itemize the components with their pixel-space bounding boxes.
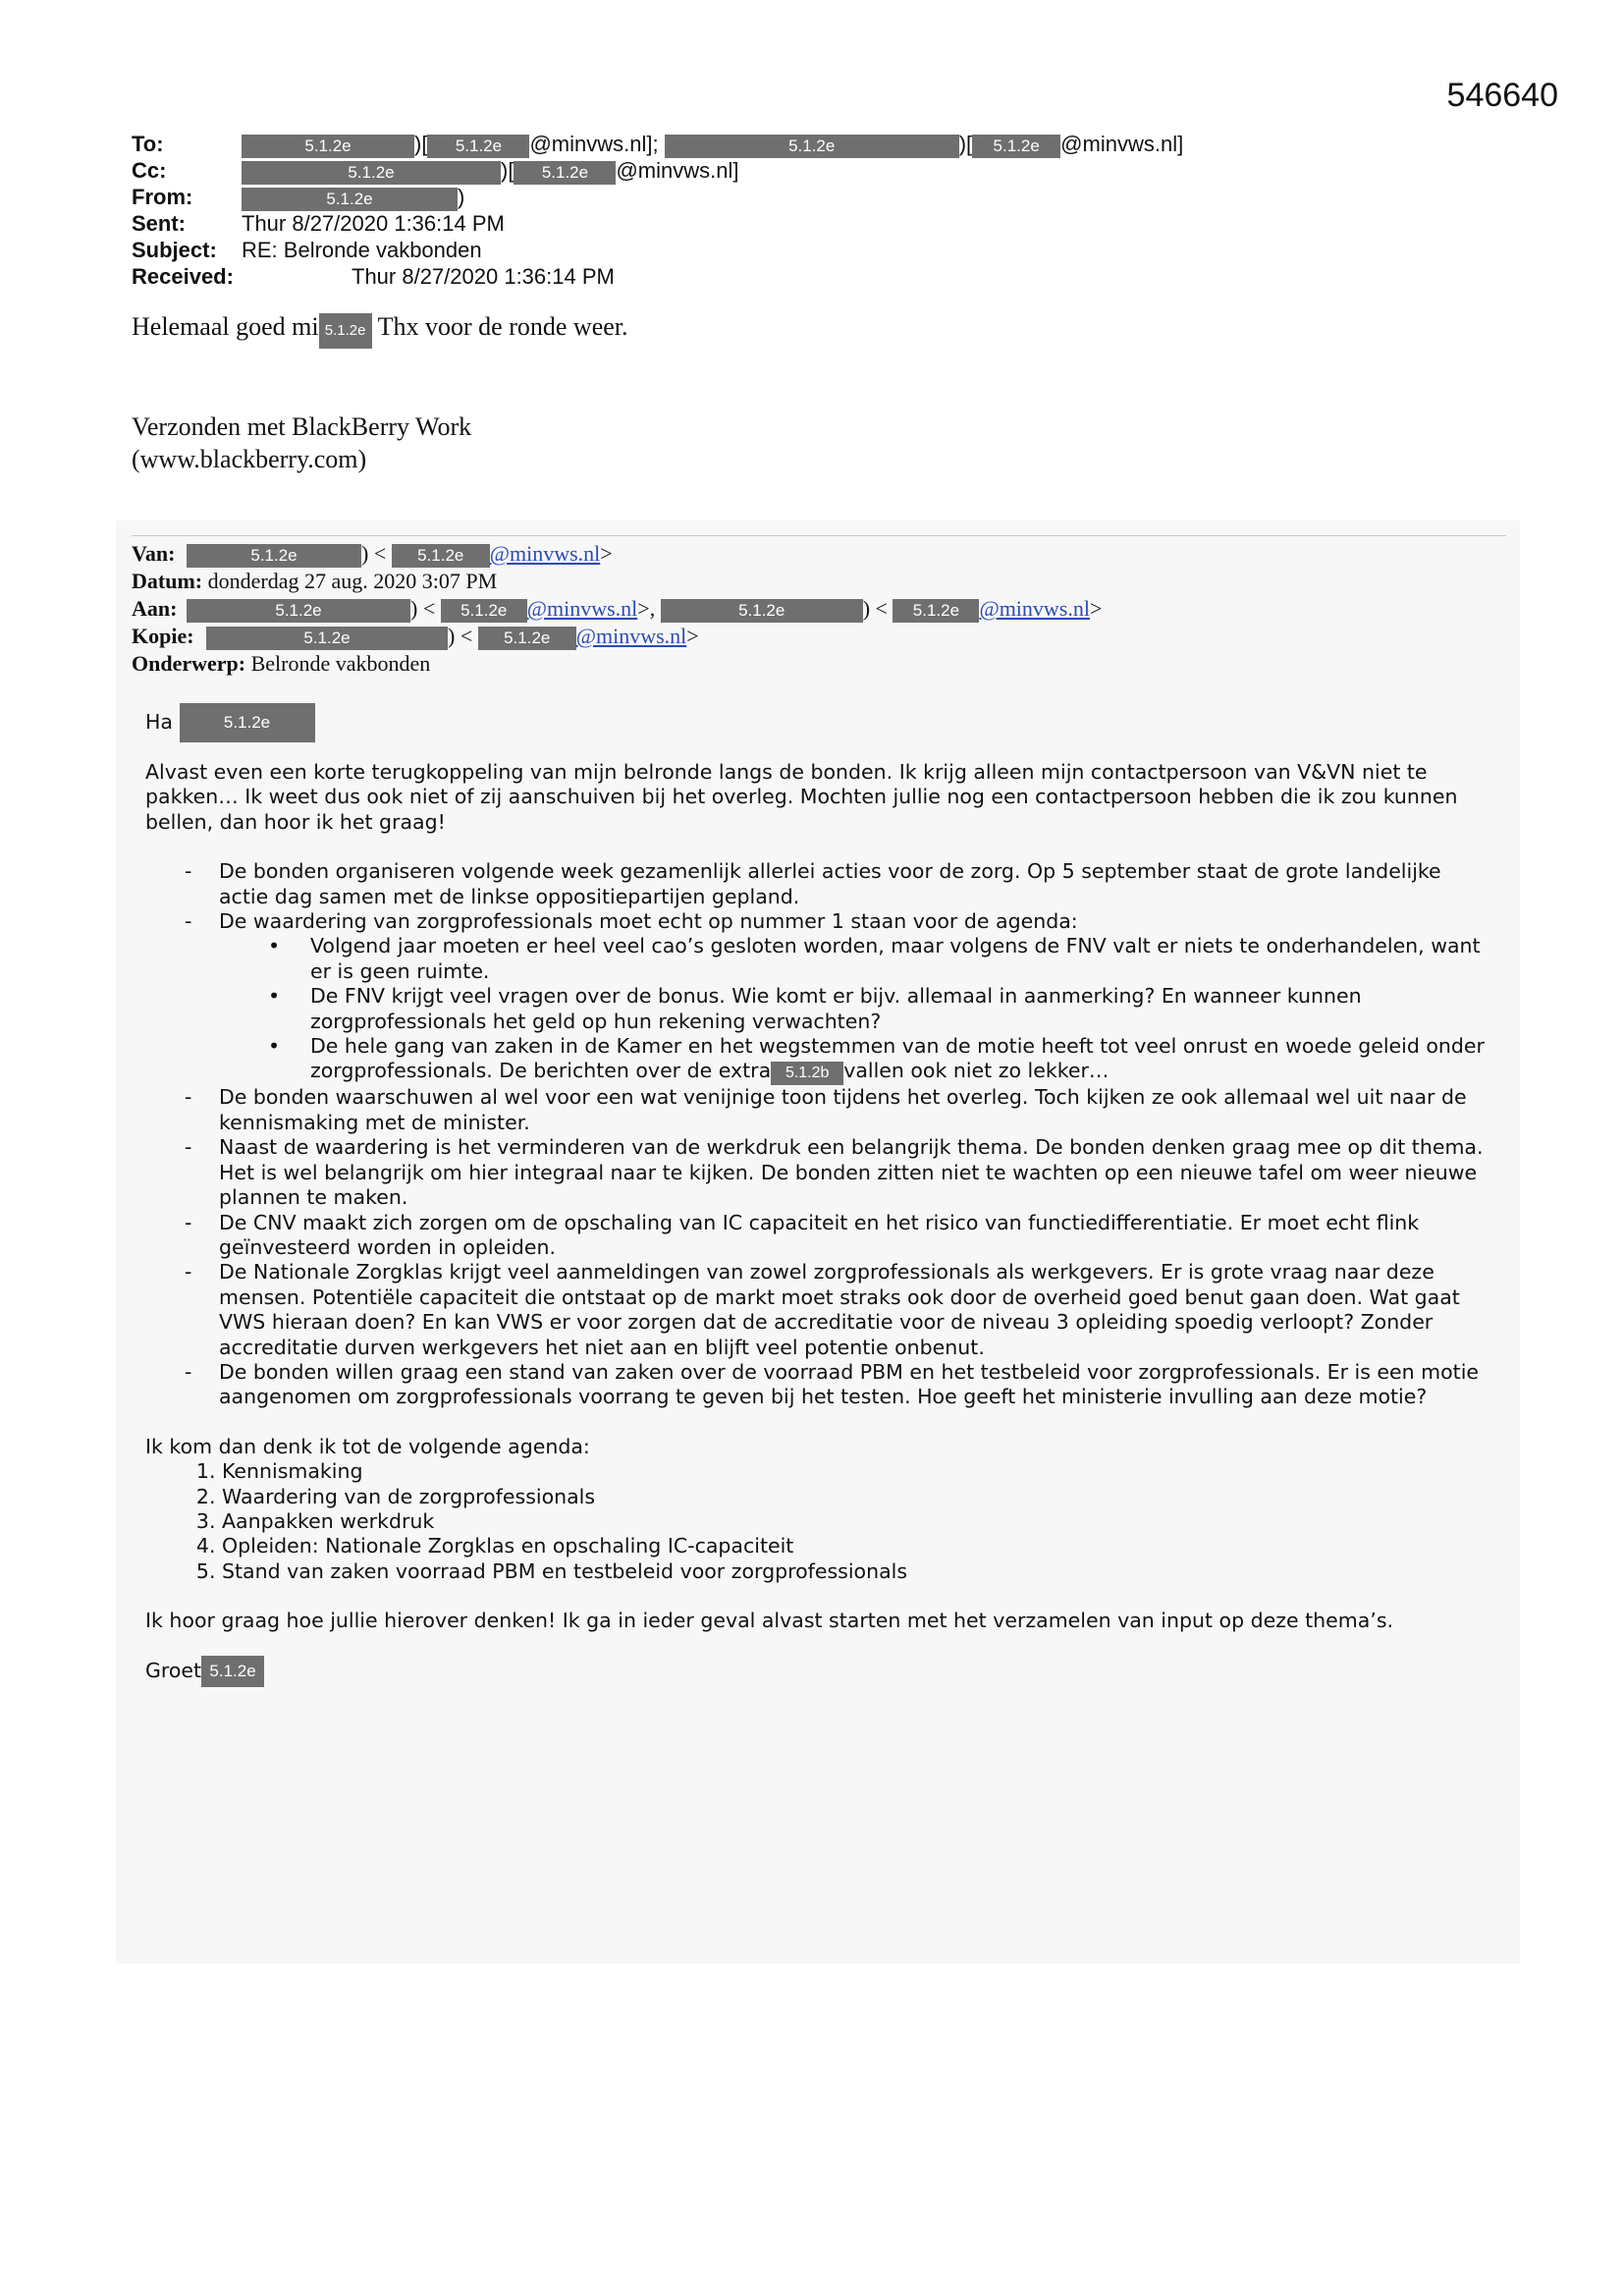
quoted-header	[132, 540, 1103, 678]
sent-value: Thur 8/27/2020 1:36:14 PM	[242, 211, 505, 236]
onderwerp-row: Onderwerp: Belronde vakbonden	[132, 651, 431, 676]
redaction: 5.1.2e	[427, 135, 529, 158]
email-link[interactable]: @minvws.nl	[575, 624, 687, 648]
redaction: 5.1.2e	[392, 544, 490, 568]
subject-value: RE: Belronde vakbonden	[242, 238, 482, 262]
received-value: Thur 8/27/2020 1:36:14 PM	[352, 264, 615, 289]
redaction: 5.1.2b	[771, 1062, 843, 1085]
greeting: Ha 5.1.2e	[145, 703, 1490, 742]
redaction: 5.1.2e	[242, 188, 458, 211]
bullet-item: - De bonden waarschuwen al wel voor een wat venijnige toon tijdens het overleg. Toch kijken ze ook allemaal wel uit naar de kennismaking met de minister.	[185, 1085, 1467, 1134]
agenda-item: 2. Waardering van de zorgprofessionals	[222, 1485, 1490, 1509]
bullet-item: - De Nationale Zorgklas krijgt veel aanmeldingen van zowel zorgprofessionals als werkgevers. Er is grote vraag naar deze mensen. Potentiële capaciteit die ontstaat op de markt moet straks ook door de overheid goed benut gaan doen. Wat gaat VWS hieraan doen? En kan VWS er voor zorgen dat de accreditatie voor de niveau 3 opleiding spoedig verloopt? Zonder accreditatie durven werkgevers het niet aan en blijft veel potentie onbenut.	[185, 1260, 1460, 1359]
redaction: 5.1.2e	[242, 135, 414, 158]
redaction: 5.1.2e	[665, 135, 959, 158]
datum-row: Datum: donderdag 27 aug. 2020 3:07 PM	[132, 569, 498, 593]
to-label: To:	[132, 132, 164, 156]
agenda-list	[145, 1459, 1490, 1584]
redaction: 5.1.2e	[972, 135, 1060, 158]
bullet-item: - Naast de waardering is het verminderen van de werkdruk een belangrijk thema. De bonden denken graag mee op dit thema. Het is wel belangrijk om hier integraal naar te kijken. De bonden zitten niet te wachten op een nieuwe tafel om weer nieuwe plannen te maken.	[185, 1135, 1484, 1210]
subject-label: Subject:	[132, 238, 217, 262]
redaction: 5.1.2e	[319, 313, 372, 349]
sub-bullet-item: • De hele gang van zaken in de Kamer en het wegstemmen van de motie heeft tot veel onrust en woede geleid onder zorgprofessionals. De berichten over de extra 5.1.2b vallen ook niet zo lekker…	[145, 1034, 1490, 1085]
redaction: 5.1.2e	[180, 703, 315, 742]
van-row: Van: 5.1.2e ) < 5.1.2e @minvws.nl>	[132, 541, 613, 566]
mobile-signature: Verzonden met BlackBerry Work (www.blackberry.com)	[132, 412, 472, 473]
closing-paragraph: Ik hoor graag hoe jullie hierover denken! Ik ga in ieder geval alvast starten met het verzamelen van input op deze thema’s.	[145, 1609, 1394, 1633]
groet-line: Groet 5.1.2e	[145, 1656, 1490, 1687]
received-label: Received:	[132, 264, 234, 289]
email-body	[145, 703, 1490, 1687]
redaction: 5.1.2e	[187, 544, 361, 568]
aan-row: Aan: 5.1.2e ) < 5.1.2e @minvws.nl>, 5.1.2e ) < 5.1.2e @minvws.nl>	[132, 596, 1103, 621]
document-number: 546640	[1446, 77, 1558, 114]
sub-bullet-item: • Volgend jaar moeten er heel veel cao’s gesloten worden, maar volgens de FNV valt er niets te onderhandelen, want er is geen ruimte.	[268, 934, 1481, 983]
from-label: From:	[132, 185, 193, 209]
redaction: 5.1.2e	[187, 599, 410, 623]
bullet-item: - De CNV maakt zich zorgen om de opschaling van IC capaciteit en het risico van functiedifferentiatie. Er moet echt flink geïnvesteerd worden in opleiden.	[185, 1210, 1420, 1259]
reply-text: Helemaal goed mi 5.1.2e Thx voor de ronde weer.	[132, 312, 628, 349]
bullet-item: - De bonden organiseren volgende week gezamenlijk allerlei acties voor de zorg. Op 5 september staat de grote landelijke actie dag samen met de linkse oppositiepartijen gepland.	[185, 859, 1441, 908]
agenda-item: 1. Kennismaking	[222, 1459, 1490, 1484]
sub-bullet-item: • De FNV krijgt veel vragen over de bonus. Wie komt er bijv. allemaal in aanmerking? En wanneer kunnen zorgprofessionals het geld op hun rekening verwachten?	[268, 984, 1362, 1033]
bullet-item: - De bonden willen graag een stand van zaken over de voorraad PBM en het testbeleid voor zorgprofessionals. Er is een motie aangenomen om zorgprofessionals voorrang te geven bij het testen. Hoe geeft het ministerie invulling aan deze motie?	[185, 1359, 1480, 1409]
kopie-row: Kopie: 5.1.2e ) < 5.1.2e @minvws.nl>	[132, 624, 699, 648]
agenda-intro: Ik kom dan denk ik tot de volgende agenda:	[145, 1434, 590, 1458]
email-link[interactable]: @minvws.nl	[489, 541, 601, 566]
intro-paragraph: Alvast even een korte terugkoppeling van mijn belronde langs de bonden. Ik krijg alleen mijn contactpersoon van V&VN niet te pakken… Ik weet dus ook niet of zij aanschuiven bij het overleg. Mochten jullie nog een contactpersoon hebben die ik zou kunnen bellen, dan hoor ik het graag!	[145, 760, 1458, 834]
sent-label: Sent:	[132, 211, 186, 236]
agenda-item: 4. Opleiden: Nationale Zorgklas en opschaling IC-capaciteit	[222, 1534, 1490, 1558]
email-link[interactable]: @minvws.nl	[526, 596, 638, 621]
bullet-item: - De waardering van zorgprofessionals moet echt op nummer 1 staan voor de agenda:	[185, 909, 1078, 934]
redaction: 5.1.2e	[201, 1656, 264, 1687]
redaction: 5.1.2e	[242, 161, 501, 185]
redaction: 5.1.2e	[441, 599, 527, 623]
agenda-item: 3. Aanpakken werkdruk	[222, 1509, 1490, 1534]
redaction: 5.1.2e	[478, 627, 576, 650]
redaction: 5.1.2e	[206, 627, 448, 650]
cc-label: Cc:	[132, 158, 167, 183]
quote-separator	[132, 535, 1506, 536]
redaction: 5.1.2e	[514, 161, 616, 185]
email-link[interactable]: @minvws.nl	[979, 596, 1090, 621]
agenda-item: 5. Stand van zaken voorraad PBM en testbeleid voor zorgprofessionals	[222, 1559, 1490, 1584]
redaction: 5.1.2e	[661, 599, 863, 623]
redaction: 5.1.2e	[893, 599, 979, 623]
